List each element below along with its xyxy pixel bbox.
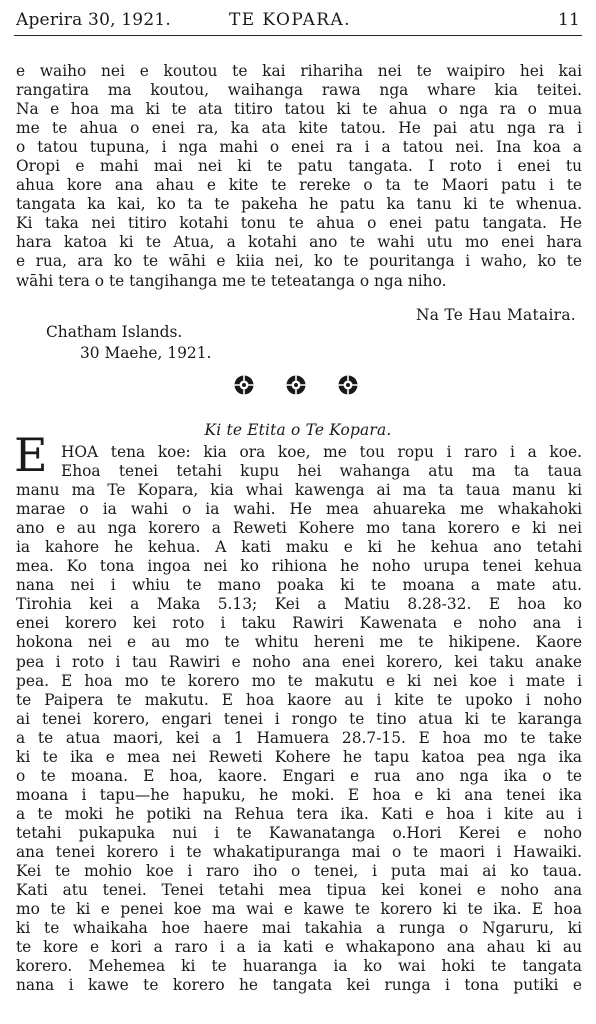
letter-heading: Ki te Etita o Te Kopara. — [204, 421, 392, 439]
text-line: mo te ki e penei koe ma wai e kawe te korero ki te ika. E hoa — [16, 900, 582, 919]
text-line: marae o ia wahi o ia wahi. He mea ahuareka me whakahoki — [16, 500, 582, 519]
signature: Na Te Hau Mataira. — [415, 306, 576, 324]
text-line: Ehoa tenei tetahi kupu hei wahanga atu ma ta taua — [61, 462, 582, 481]
text-line: moana i tapu—he hapuku, he moki. E hoa e ki ana tenei ika — [16, 785, 582, 804]
text-line: ai tenei korero, engari tenei i rongo te tino atua ki te karanga — [16, 709, 582, 728]
text-line: enei korero kei roto i taku Rawiri Kawenata e noho ana i — [16, 614, 582, 633]
text-line: nana nei i whiu te mano poaka ki te moana a mate atu. — [16, 576, 582, 595]
ornament-icon — [337, 374, 359, 396]
text-line: tangata ka kai, ko ta te pakeha he patu ka tanu ki te whenua. — [16, 195, 582, 214]
ornament-icon — [285, 374, 307, 396]
text-line: HOA tena koe: kia ora koe, me tou ropu i raro i a koe. — [61, 443, 582, 461]
text-line: rangatira ma koutou, waihanga rawa nga whare kia teitei. — [16, 81, 582, 100]
text-line: ki te ika e mea nei Reweti Kohere he tapu katoa pea nga ika — [16, 747, 582, 766]
text-line: pea. E hoa mo te korero mo te makutu e ki nei koe i mate i — [16, 671, 582, 690]
letter-body-1 — [16, 62, 582, 291]
text-line: Oropi e mahi mai nei ki te patu tangata. I roto i enei tu — [16, 157, 582, 176]
text-line: a te atua maori, kei a 1 Hamuera 28.7-15. E hoa mo te take — [16, 728, 582, 747]
text-line: e waiho nei e koutou te kai rihariha nei te waipiro hei kai — [16, 62, 582, 80]
text-line: ano e au nga korero a Reweti Kohere mo tana korero e ki nei — [16, 519, 582, 538]
text-line: te Paipera te makutu. E hoa kaore au i kite te upoko i noho — [16, 690, 582, 709]
text-line: te kore e kori a raro i a ia kati e whakapono ana ahau ki au — [16, 938, 582, 957]
text-line: ki te whaikaha hoe haere mai takahia a runga o Ngaruru, ki — [16, 919, 582, 938]
text-line: nana i kawe te korero he tangata kei runga i tona putiki e — [16, 976, 582, 995]
text-line: Ki taka nei titiro kotahi tonu te ahua o enei patu tangata. He — [16, 214, 582, 233]
text-line: Tirohia kei a Maka 5.13; Kei a Matiu 8.28-32. E hoa ko — [16, 595, 582, 614]
page-number: 11 — [557, 10, 580, 30]
header-title: TE KOPARA. — [229, 10, 351, 30]
text-line: a te moki he potiki na Rehua tera ika. Kati e hoa i kite au i — [16, 804, 582, 823]
drop-cap: E — [14, 428, 48, 482]
text-line: wāhi tera o te tangihanga me te teteatanga o nga niho. — [16, 271, 447, 290]
text-line: manu ma Te Kopara, kia whai kawenga ai ma ta taua manu ki — [16, 481, 582, 500]
text-line: Na e hoa ma ki te ata titiro tatou ki te ahua o nga ra o mua — [16, 100, 582, 119]
text-line: pea i roto i tau Rawiri e noho ana enei korero, kei taku anake — [16, 652, 582, 671]
text-line: tetahi pukapuka nui i te Kawanatanga o.Hori Kerei e noho — [16, 823, 582, 842]
text-line: ana tenei korero i te whakatipuranga mai o te maori i Hawaiki. — [16, 842, 582, 861]
text-line: mea. Ko tona ingoa nei ko rihiona he noho urupa tenei kehua — [16, 557, 582, 576]
text-line: o te moana. E hoa, kaore. Engari e rua ano nga ika o te — [16, 766, 582, 785]
text-line: o tatou tupuna, i nga mahi o enei ra i a tatou nei. Ina koa a — [16, 138, 582, 157]
text-line: Kei te mohio koe i raro iho o tenei, i puta mai ai ko taua. — [16, 862, 582, 881]
text-line: Kati atu tenei. Tenei tetahi mea tipua kei konei e noho ana — [16, 881, 582, 900]
signature-place: Chatham Islands. — [46, 323, 183, 341]
text-line: ahua kore ana ahau e kite te rereke o ta te Maori patu i te — [16, 176, 582, 195]
ornament-icon — [233, 374, 255, 396]
text-line: ia kahore he kehua. A kati maku e ki he kehua ano tetahi — [16, 538, 582, 557]
header-date: Aperira 30, 1921. — [16, 10, 171, 30]
header-rule — [14, 35, 582, 36]
signature-date: 30 Maehe, 1921. — [80, 344, 212, 362]
text-line: e rua, ara ko te wāhi e kiia nei, ko te pouritanga i waho, ko te — [16, 252, 582, 271]
text-line: korero. Mehemea ki te huaranga ia ko wai hoki te tangata — [16, 957, 582, 976]
letter-body-2 — [16, 443, 582, 995]
text-line: me te ahua o enei ra, ka ata kite tatou. He pai atu nga ra i — [16, 119, 582, 138]
text-line: hokona nei e au mo te whitu hereni me te hikipene. Kaore — [16, 633, 582, 652]
running-header — [16, 10, 580, 32]
text-line: hara katoa ki te Atua, a kotahi ano te wahi utu mo enei hara — [16, 233, 582, 252]
section-ornaments — [233, 374, 363, 398]
